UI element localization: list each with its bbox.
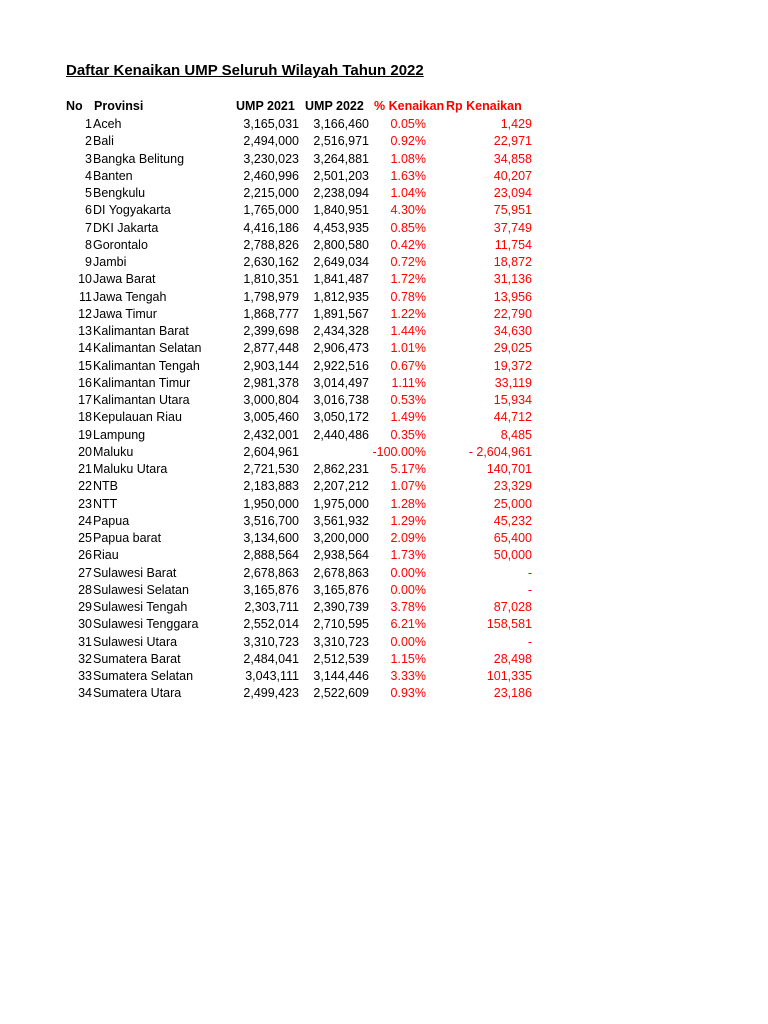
province-name: Jawa Timur [93,306,157,321]
table-row [0,530,768,547]
province-name: Kepulauan Riau [93,410,182,425]
row-number: 21 [78,462,92,476]
row-number: 5 [85,186,92,200]
rp-increase-value: 65,400 [493,531,532,545]
row-number: 23 [78,496,92,511]
province-name: Maluku Utara [93,462,168,476]
province-name: DKI Jakarta [93,220,159,235]
province-name: Kalimantan Barat [93,324,189,338]
ump-2022-value: 2,862,231 [313,462,369,476]
ump-2022-value: 1,891,567 [313,306,369,321]
rp-increase-value: 44,712 [493,410,532,425]
rp-increase-value: 13,956 [493,289,532,304]
ump-2021-value: 1,810,351 [243,272,299,287]
row-number: 8 [85,237,92,252]
data-table [0,116,768,703]
ump-2021-value: 2,552,014 [243,617,299,632]
province-name: Papua barat [93,531,162,545]
ump-2022-value: 1,840,951 [313,203,369,218]
header-pct-kenaikan: % Kenaikan [374,99,445,113]
ump-2022-value: 2,522,609 [313,686,369,701]
row-number: 16 [78,375,92,390]
header-rp-kenaikan: Rp Kenaikan [446,99,522,113]
pct-increase-value: 1.63% [390,168,426,183]
pct-increase-value: 3.78% [390,600,426,614]
pct-increase-value: 4.30% [390,203,426,218]
province-name: Sumatera Utara [93,686,182,701]
pct-increase-value: 1.44% [390,324,426,338]
pct-increase-value: 3.33% [390,669,426,683]
ump-2022-value: 3,166,460 [313,117,369,131]
table-row [0,323,768,340]
table-row [0,375,768,392]
header-ump-2022: UMP 2022 [305,99,364,113]
table-row [0,444,768,461]
rp-increase-value: 34,630 [493,324,532,338]
table-row [0,254,768,271]
ump-2022-value: 3,050,172 [313,410,369,425]
table-row [0,565,768,582]
ump-2022-value: 3,200,000 [313,531,369,545]
table-row [0,547,768,564]
ump-2022-value: 2,440,486 [313,427,369,442]
province-name: Bangka Belitung [93,151,185,166]
ump-2022-value: 1,812,935 [313,289,369,304]
row-number: 3 [85,151,92,166]
rp-increase-value: 22,971 [493,134,532,149]
ump-2021-value: 2,432,001 [243,427,299,442]
row-number: 17 [78,393,92,407]
table-row [0,392,768,409]
province-name: Sulawesi Barat [93,565,177,580]
pct-increase-value: 1.11% [391,375,426,390]
row-number: 18 [78,410,92,425]
pct-increase-value: -100.00% [372,444,426,459]
row-number: 11 [79,289,92,304]
rp-increase-value: - [527,565,532,580]
ump-2022-value: 3,016,738 [313,393,369,407]
ump-2022-value: 3,264,881 [313,151,369,166]
ump-2021-value: 3,134,600 [243,531,299,545]
table-row [0,634,768,651]
row-number: 30 [78,617,92,632]
province-name: Riau [93,548,119,563]
ump-2021-value: 3,043,111 [245,669,299,683]
table-row [0,116,768,133]
province-name: Jambi [93,255,127,269]
pct-increase-value: 0.53% [390,393,426,407]
ump-2021-value: 3,310,723 [243,634,299,649]
province-name: Sumatera Selatan [93,669,194,683]
province-name: Maluku [93,444,134,459]
ump-2022-value: 2,512,539 [313,651,369,666]
table-row [0,237,768,254]
row-number: 9 [85,255,92,269]
ump-2021-value: 2,499,423 [243,686,299,701]
ump-2022-value: 3,014,497 [313,375,369,390]
ump-2022-value: 3,561,932 [313,513,369,528]
rp-increase-value: 15,934 [493,393,532,407]
row-number: 15 [78,358,92,373]
pct-increase-value: 1.08% [390,151,426,166]
rp-increase-value: - 2,604,961 [468,444,532,459]
ump-2022-value: 1,841,487 [313,272,369,287]
rp-increase-value: 1,429 [500,117,532,131]
ump-2021-value: 2,303,711 [244,600,299,614]
row-number: 14 [78,341,92,356]
row-number: 31 [78,634,92,649]
pct-increase-value: 1.01% [390,341,426,356]
province-name: Kalimantan Timur [93,375,191,390]
row-number: 4 [85,168,92,183]
pct-increase-value: 0.78% [390,289,426,304]
ump-2021-value: 2,903,144 [243,358,299,373]
table-row [0,513,768,530]
pct-increase-value: 1.49% [390,410,426,425]
row-number: 34 [78,686,92,701]
province-name: Sulawesi Tenggara [93,617,199,632]
rp-increase-value: 8,485 [500,427,532,442]
pct-increase-value: 1.28% [390,496,426,511]
pct-increase-value: 0.92% [390,134,426,149]
ump-2021-value: 2,460,996 [243,168,299,183]
row-number: 20 [78,444,92,459]
row-number: 26 [78,548,92,563]
row-number: 19 [78,427,92,442]
ump-2021-value: 2,494,000 [243,134,299,149]
ump-2021-value: 1,868,777 [243,306,299,321]
ump-2021-value: 2,721,530 [243,462,299,476]
rp-increase-value: 101,335 [486,669,532,683]
ump-2021-value: 1,765,000 [243,203,299,218]
pct-increase-value: 5.17% [390,462,426,476]
table-row [0,306,768,323]
ump-2021-value: 2,888,564 [243,548,299,563]
ump-2021-value: 4,416,186 [243,220,299,235]
table-row [0,599,768,616]
province-name: Papua [93,513,130,528]
table-row [0,496,768,513]
ump-2021-value: 2,183,883 [243,479,299,494]
row-number: 1 [85,117,92,131]
ump-2022-value: 2,434,328 [313,324,369,338]
ump-2022-value: 2,238,094 [313,186,369,200]
rp-increase-value: 158,581 [486,617,532,632]
row-number: 2 [85,134,92,149]
rp-increase-value: 75,951 [493,203,532,218]
ump-2021-value: 2,788,826 [243,237,299,252]
province-name: DI Yogyakarta [93,203,171,218]
rp-increase-value: 87,028 [493,600,532,614]
pct-increase-value: 0.85% [390,220,426,235]
ump-2022-value: 2,516,971 [313,134,369,149]
pct-increase-value: 0.67% [390,358,426,373]
ump-2021-value: 3,165,876 [243,582,299,597]
ump-2021-value: 2,484,041 [243,651,299,666]
table-row [0,340,768,357]
pct-increase-value: 0.93% [390,686,426,701]
pct-increase-value: 1.22% [390,306,426,321]
row-number: 24 [78,513,92,528]
province-name: Banten [93,168,133,183]
province-name: Sulawesi Utara [93,634,178,649]
pct-increase-value: 1.07% [390,479,426,494]
province-name: Bali [93,134,114,149]
province-name: NTB [93,479,118,494]
ump-2021-value: 2,604,961 [243,444,299,459]
table-row [0,271,768,288]
ump-2022-value: 2,678,863 [313,565,369,580]
table-row [0,185,768,202]
ump-2022-value: 3,144,446 [313,669,369,683]
ump-2022-value: 4,453,935 [313,220,369,235]
table-row [0,616,768,633]
rp-increase-value: 25,000 [493,496,532,511]
ump-2021-value: 2,215,000 [243,186,299,200]
rp-increase-value: 140,701 [486,462,532,476]
ump-2021-value: 2,981,378 [243,375,299,390]
ump-2021-value: 2,630,162 [243,255,299,269]
rp-increase-value: 33,119 [494,375,532,390]
rp-increase-value: 23,329 [493,479,532,494]
ump-2022-value: 2,710,595 [313,617,369,632]
ump-2021-value: 3,516,700 [243,513,299,528]
pct-increase-value: 1.29% [390,513,426,528]
ump-2022-value: 2,938,564 [313,548,369,563]
pct-increase-value: 6.21% [390,617,426,632]
rp-increase-value: 28,498 [493,651,532,666]
province-name: Jawa Tengah [93,289,167,304]
rp-increase-value: 23,186 [493,686,532,701]
rp-increase-value: - [527,582,532,597]
pct-increase-value: 0.42% [390,237,426,252]
pct-increase-value: 0.72% [390,255,426,269]
header-ump-2021: UMP 2021 [236,99,295,113]
ump-2021-value: 3,000,804 [243,393,299,407]
table-row [0,582,768,599]
row-number: 28 [78,582,92,597]
ump-2022-value: 2,906,473 [313,341,369,356]
province-name: Gorontalo [93,237,148,252]
pct-increase-value: 0.00% [390,634,426,649]
ump-2022-value: 2,649,034 [313,255,369,269]
header-provinsi: Provinsi [94,99,144,113]
header-no: No [66,99,83,113]
ump-2021-value: 3,165,031 [243,117,299,131]
ump-2021-value: 3,005,460 [243,410,299,425]
province-name: NTT [93,496,118,511]
pct-increase-value: 0.35% [390,427,426,442]
province-name: Kalimantan Selatan [93,341,202,356]
table-row [0,220,768,237]
table-row [0,461,768,478]
rp-increase-value: 45,232 [493,513,532,528]
row-number: 7 [85,220,92,235]
pct-increase-value: 0.00% [390,565,426,580]
table-row [0,168,768,185]
pct-increase-value: 1.15% [390,651,426,666]
row-number: 13 [78,324,92,338]
row-number: 22 [78,479,92,494]
pct-increase-value: 0.00% [390,582,426,597]
row-number: 32 [78,651,92,666]
ump-2022-value: 2,501,203 [313,168,369,183]
province-name: Lampung [93,427,146,442]
table-row [0,289,768,306]
rp-increase-value: 18,872 [493,255,532,269]
ump-2022-value: 2,800,580 [313,237,369,252]
province-name: Sumatera Barat [93,651,181,666]
rp-increase-value: 40,207 [493,168,532,183]
row-number: 27 [78,565,92,580]
rp-increase-value: 50,000 [493,548,532,563]
ump-2022-value: 3,165,876 [313,582,369,597]
province-name: Aceh [93,117,122,131]
ump-2021-value: 2,877,448 [243,341,299,356]
table-row [0,202,768,219]
pct-increase-value: 2.09% [390,531,426,545]
ump-2021-value: 2,678,863 [243,565,299,580]
province-name: Jawa Barat [93,272,156,287]
table-row [0,427,768,444]
table-row [0,478,768,495]
table-row [0,685,768,702]
table-row [0,151,768,168]
ump-2021-value: 2,399,698 [243,324,299,338]
ump-2022-value: 2,922,516 [313,358,369,373]
province-name: Kalimantan Utara [93,393,190,407]
rp-increase-value: 37,749 [493,220,532,235]
table-row [0,409,768,426]
rp-increase-value: 11,754 [494,237,532,252]
rp-increase-value: - [527,634,532,649]
pct-increase-value: 1.04% [390,186,426,200]
table-row [0,133,768,150]
rp-increase-value: 22,790 [493,306,532,321]
ump-2022-value: 2,390,739 [313,600,369,614]
table-row [0,668,768,685]
table-row [0,651,768,668]
table-row [0,358,768,375]
province-name: Kalimantan Tengah [93,358,200,373]
row-number: 6 [85,203,92,218]
province-name: Bengkulu [93,186,146,200]
row-number: 10 [78,272,92,287]
province-name: Sulawesi Tengah [93,600,188,614]
ump-2022-value: 1,975,000 [313,496,369,511]
ump-2022-value: 2,207,212 [313,479,369,494]
rp-increase-value: 19,372 [493,358,532,373]
row-number: 33 [78,669,92,683]
rp-increase-value: 34,858 [493,151,532,166]
province-name: Sulawesi Selatan [93,582,189,597]
ump-2021-value: 1,798,979 [243,289,299,304]
row-number: 25 [78,531,92,545]
pct-increase-value: 1.73% [390,548,426,563]
row-number: 12 [78,306,92,321]
row-number: 29 [78,600,92,614]
rp-increase-value: 31,136 [493,272,532,287]
document-title: Daftar Kenaikan UMP Seluruh Wilayah Tahun 2022 [66,62,424,79]
rp-increase-value: 29,025 [493,341,532,356]
ump-2021-value: 3,230,023 [243,151,299,166]
rp-increase-value: 23,094 [493,186,532,200]
ump-2022-value: 3,310,723 [313,634,369,649]
pct-increase-value: 0.05% [390,117,426,131]
pct-increase-value: 1.72% [390,272,426,287]
ump-2021-value: 1,950,000 [243,496,299,511]
